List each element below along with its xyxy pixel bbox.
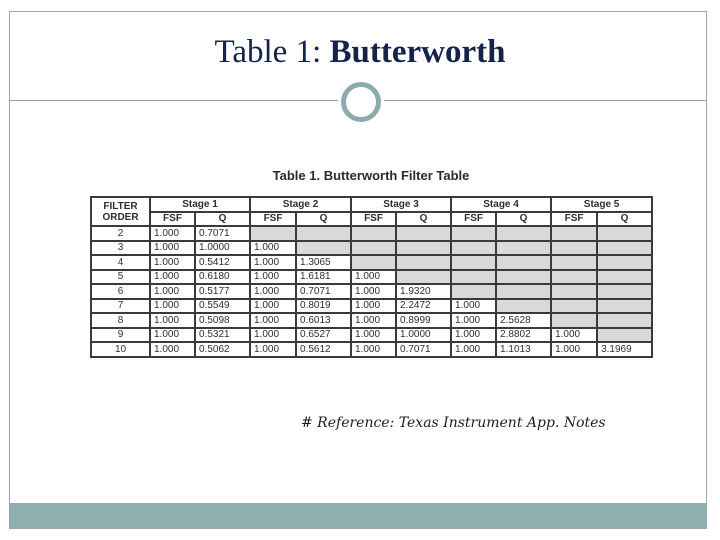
fsf-value-cell: 1.000 xyxy=(250,270,296,285)
fsf-header: FSF xyxy=(250,212,296,227)
q-value-cell: 2.2472 xyxy=(396,299,451,314)
filter-order-cell: 6 xyxy=(91,284,150,299)
fsf-value-cell: 1.000 xyxy=(250,313,296,328)
q-value-cell: 0.5612 xyxy=(296,342,351,357)
stage-3-header: Stage 3 xyxy=(351,197,451,212)
fsf-header: FSF xyxy=(351,212,396,227)
fsf-value-cell: 1.000 xyxy=(451,342,496,357)
q-value-cell: 1.1013 xyxy=(496,342,551,357)
empty-cell xyxy=(351,255,396,270)
fsf-value-cell: 1.000 xyxy=(250,284,296,299)
empty-cell xyxy=(451,270,496,285)
stage-1-header: Stage 1 xyxy=(150,197,250,212)
reference-note: # Reference: Texas Instrument App. Notes xyxy=(301,415,606,431)
table-caption: Table 1. Butterworth Filter Table xyxy=(272,168,470,183)
empty-cell xyxy=(551,270,597,285)
fsf-header: FSF xyxy=(451,212,496,227)
empty-cell xyxy=(597,255,652,270)
q-value-cell: 0.7071 xyxy=(396,342,451,357)
q-value-cell: 0.5321 xyxy=(195,328,250,343)
fsf-header: FSF xyxy=(150,212,195,227)
table-row xyxy=(91,313,652,328)
filter-order-cell: 3 xyxy=(91,241,150,256)
q-value-cell: 2.5628 xyxy=(496,313,551,328)
table-row xyxy=(91,299,652,314)
fsf-value-cell: 1.000 xyxy=(351,328,396,343)
empty-cell xyxy=(296,226,351,241)
fsf-value-cell: 1.000 xyxy=(451,313,496,328)
table-body xyxy=(91,226,652,357)
q-value-cell: 0.5549 xyxy=(195,299,250,314)
empty-cell xyxy=(451,241,496,256)
q-value-cell: 0.5412 xyxy=(195,255,250,270)
stage-header-row xyxy=(91,197,652,212)
q-value-cell: 0.5177 xyxy=(195,284,250,299)
fsf-value-cell: 1.000 xyxy=(250,299,296,314)
fsf-value-cell: 1.000 xyxy=(451,328,496,343)
fsf-value-cell: 1.000 xyxy=(250,255,296,270)
footer-bar xyxy=(10,503,707,528)
empty-cell xyxy=(396,255,451,270)
fsf-value-cell: 1.000 xyxy=(250,328,296,343)
filter-order-cell: 8 xyxy=(91,313,150,328)
empty-cell xyxy=(597,328,652,343)
fsf-header: FSF xyxy=(551,212,597,227)
stage-5-header: Stage 5 xyxy=(551,197,652,212)
empty-cell xyxy=(597,299,652,314)
table-row xyxy=(91,241,652,256)
empty-cell xyxy=(396,241,451,256)
empty-cell xyxy=(551,241,597,256)
q-value-cell: 0.5098 xyxy=(195,313,250,328)
q-value-cell: 0.8019 xyxy=(296,299,351,314)
empty-cell xyxy=(451,226,496,241)
fsf-value-cell: 1.000 xyxy=(451,299,496,314)
empty-cell xyxy=(496,255,551,270)
q-value-cell: 0.6013 xyxy=(296,313,351,328)
empty-cell xyxy=(296,241,351,256)
empty-cell xyxy=(597,226,652,241)
empty-cell xyxy=(496,226,551,241)
empty-cell xyxy=(496,284,551,299)
q-header: Q xyxy=(496,212,551,227)
fsf-value-cell: 1.000 xyxy=(150,328,195,343)
empty-cell xyxy=(551,226,597,241)
table-row xyxy=(91,255,652,270)
circle-ornament-icon xyxy=(341,82,381,122)
q-value-cell: 0.7071 xyxy=(296,284,351,299)
filter-order-cell: 7 xyxy=(91,299,150,314)
empty-cell xyxy=(451,255,496,270)
slide-title-main: Butterworth xyxy=(329,34,506,70)
fsf-value-cell: 1.000 xyxy=(150,342,195,357)
fsf-value-cell: 1.000 xyxy=(150,255,195,270)
filter-order-cell: 10 xyxy=(91,342,150,357)
sub-header-row xyxy=(91,212,652,227)
empty-cell xyxy=(597,270,652,285)
q-value-cell: 1.9320 xyxy=(396,284,451,299)
q-value-cell: 1.3065 xyxy=(296,255,351,270)
q-value-cell: 1.0000 xyxy=(195,241,250,256)
empty-cell xyxy=(351,226,396,241)
filter-order-cell: 4 xyxy=(91,255,150,270)
empty-cell xyxy=(496,299,551,314)
empty-cell xyxy=(597,313,652,328)
empty-cell xyxy=(597,284,652,299)
title-divider-right xyxy=(384,100,706,101)
fsf-value-cell: 1.000 xyxy=(150,270,195,285)
stage-2-header: Stage 2 xyxy=(250,197,351,212)
fsf-value-cell: 1.000 xyxy=(150,226,195,241)
empty-cell xyxy=(551,255,597,270)
fsf-value-cell: 1.000 xyxy=(351,342,396,357)
q-value-cell: 0.7071 xyxy=(195,226,250,241)
empty-cell xyxy=(396,226,451,241)
table-row xyxy=(91,284,652,299)
slide-title xyxy=(0,34,720,71)
fsf-value-cell: 1.000 xyxy=(150,313,195,328)
q-value-cell: 0.6527 xyxy=(296,328,351,343)
table-row xyxy=(91,342,652,357)
fsf-value-cell: 1.000 xyxy=(250,342,296,357)
table-row xyxy=(91,270,652,285)
fsf-value-cell: 1.000 xyxy=(150,299,195,314)
butterworth-filter-table xyxy=(90,196,653,358)
q-value-cell: 0.8999 xyxy=(396,313,451,328)
q-value-cell: 3.1969 xyxy=(597,342,652,357)
empty-cell xyxy=(451,284,496,299)
fsf-value-cell: 1.000 xyxy=(551,342,597,357)
fsf-value-cell: 1.000 xyxy=(351,299,396,314)
q-value-cell: 1.6181 xyxy=(296,270,351,285)
filter-order-header-line2: ORDER xyxy=(102,211,139,223)
q-header: Q xyxy=(296,212,351,227)
q-header: Q xyxy=(195,212,250,227)
filter-order-header-line1: FILTER xyxy=(103,200,138,212)
q-header: Q xyxy=(396,212,451,227)
empty-cell xyxy=(396,270,451,285)
empty-cell xyxy=(496,270,551,285)
empty-cell xyxy=(551,284,597,299)
filter-order-cell: 9 xyxy=(91,328,150,343)
empty-cell xyxy=(351,241,396,256)
fsf-value-cell: 1.000 xyxy=(551,328,597,343)
fsf-value-cell: 1.000 xyxy=(351,284,396,299)
fsf-value-cell: 1.000 xyxy=(250,241,296,256)
empty-cell xyxy=(597,241,652,256)
fsf-value-cell: 1.000 xyxy=(351,270,396,285)
q-header: Q xyxy=(597,212,652,227)
q-value-cell: 2.8802 xyxy=(496,328,551,343)
q-value-cell: 0.5062 xyxy=(195,342,250,357)
fsf-value-cell: 1.000 xyxy=(150,284,195,299)
filter-order-cell: 2 xyxy=(91,226,150,241)
stage-4-header: Stage 4 xyxy=(451,197,551,212)
filter-order-header xyxy=(91,197,150,226)
fsf-value-cell: 1.000 xyxy=(150,241,195,256)
butterworth-table-figure xyxy=(90,164,652,404)
q-value-cell: 0.6180 xyxy=(195,270,250,285)
table-row xyxy=(91,328,652,343)
title-divider-left xyxy=(10,100,338,101)
q-value-cell: 1.0000 xyxy=(396,328,451,343)
empty-cell xyxy=(250,226,296,241)
slide-title-prefix: Table 1: xyxy=(214,34,322,70)
empty-cell xyxy=(551,313,597,328)
empty-cell xyxy=(551,299,597,314)
table-row xyxy=(91,226,652,241)
empty-cell xyxy=(496,241,551,256)
filter-order-cell: 5 xyxy=(91,270,150,285)
fsf-value-cell: 1.000 xyxy=(351,313,396,328)
